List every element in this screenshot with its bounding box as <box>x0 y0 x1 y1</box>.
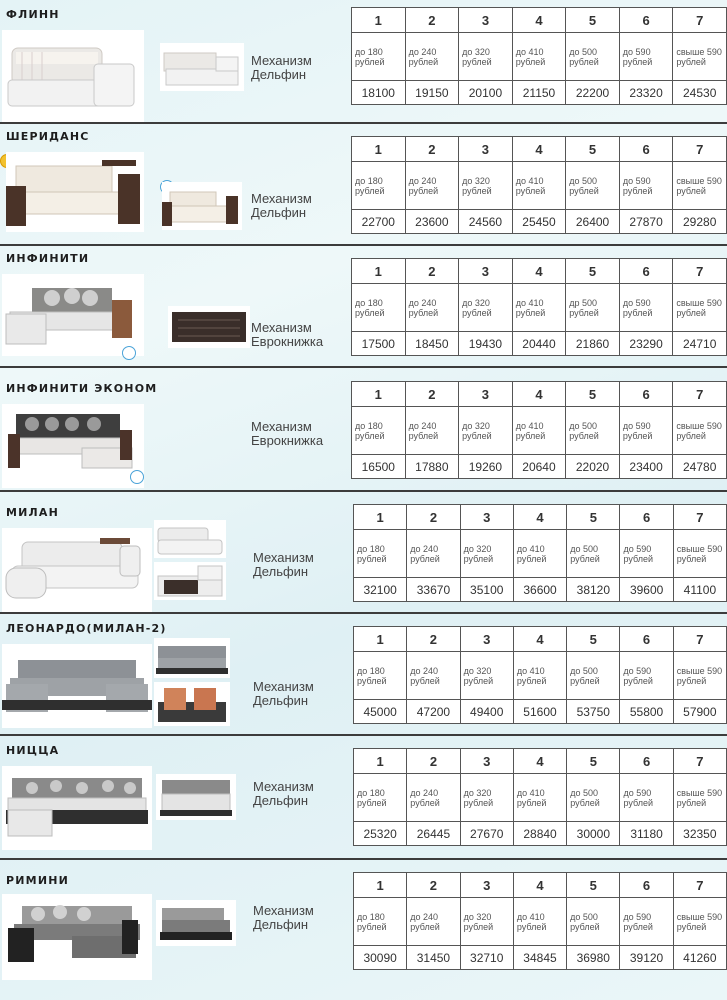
sofa-photo <box>2 274 144 356</box>
range-cell: до 410 рублей <box>512 284 566 332</box>
range-cell: до 590 рублей <box>620 652 673 700</box>
column-header: 3 <box>459 259 513 284</box>
range-cell: до 410 рублей <box>513 652 566 700</box>
column-header: 6 <box>620 505 673 530</box>
column-header: 1 <box>352 137 406 162</box>
product-section-infiniti <box>0 246 727 366</box>
column-header: 4 <box>513 749 566 774</box>
sofa-mechanism-photo <box>156 900 236 946</box>
range-cell: до 410 рублей <box>512 407 566 455</box>
column-header: 5 <box>567 505 620 530</box>
range-cell: свыше 590 рублей <box>673 774 726 822</box>
column-header: 5 <box>566 259 620 284</box>
range-cell: до 180 рублей <box>354 530 407 578</box>
price-cell: 22020 <box>566 455 620 479</box>
mechanism-word: Механизм <box>253 779 314 794</box>
column-header: 1 <box>354 873 407 898</box>
mechanism-label <box>251 192 312 220</box>
range-cell: до 410 рублей <box>512 162 566 210</box>
product-title: ИНФИНИТИ ЭКОНОМ <box>6 382 158 395</box>
price-cell: 20100 <box>459 81 513 105</box>
price-table <box>353 504 727 602</box>
price-cell: 18450 <box>405 332 459 356</box>
price-cell: 21150 <box>512 81 565 105</box>
range-cell: до 320 рублей <box>459 284 513 332</box>
price-cell: 22700 <box>352 210 406 234</box>
mechanism-word: Механизм <box>253 550 314 565</box>
sofa-mechanism-photo <box>154 638 230 678</box>
price-cell: 19260 <box>459 455 513 479</box>
price-cell: 41100 <box>673 578 726 602</box>
range-cell: до 500 рублей <box>567 898 620 946</box>
price-cell: 23290 <box>619 332 673 356</box>
price-cell: 21860 <box>566 332 620 356</box>
mechanism-label <box>251 420 323 448</box>
range-cell: до 590 рублей <box>619 284 673 332</box>
range-cell: свыше 590 рублей <box>673 530 726 578</box>
column-header: 5 <box>566 382 620 407</box>
price-cell: 17500 <box>352 332 406 356</box>
price-cell: 32710 <box>460 946 513 970</box>
mechanism-word: Механизм <box>253 679 314 694</box>
column-header: 1 <box>354 505 407 530</box>
price-cell: 17880 <box>405 455 459 479</box>
price-cell: 24530 <box>673 81 727 105</box>
column-header: 2 <box>407 873 460 898</box>
price-table <box>353 872 727 970</box>
range-cell: до 590 рублей <box>620 774 673 822</box>
column-header: 2 <box>407 505 460 530</box>
range-cell: до 240 рублей <box>407 652 460 700</box>
range-cell: свыше 590 рублей <box>673 33 727 81</box>
range-cell: до 410 рублей <box>512 33 565 81</box>
range-cell: до 320 рублей <box>459 33 513 81</box>
column-header: 1 <box>354 627 407 652</box>
column-header: 2 <box>405 137 459 162</box>
product-title: НИЦЦА <box>6 744 60 757</box>
column-header: 5 <box>567 749 620 774</box>
price-cell: 30090 <box>354 946 407 970</box>
product-section-sheridans <box>0 124 727 244</box>
mechanism-label <box>253 680 314 708</box>
mechanism-label <box>253 904 314 932</box>
price-cell: 31180 <box>620 822 673 846</box>
mechanism-label <box>251 54 312 82</box>
price-cell: 57900 <box>673 700 726 724</box>
sofa-mechanism-photo <box>168 306 250 348</box>
range-cell: до 180 рублей <box>354 774 407 822</box>
range-cell: до 590 рублей <box>619 33 673 81</box>
sofa-photo <box>2 644 152 728</box>
price-cell: 28840 <box>513 822 566 846</box>
column-header: 3 <box>459 382 513 407</box>
column-header: 7 <box>673 873 726 898</box>
range-cell: до 320 рублей <box>460 530 513 578</box>
price-cell: 16500 <box>352 455 406 479</box>
range-cell: до 590 рублей <box>620 530 673 578</box>
column-header: 3 <box>460 873 513 898</box>
range-cell: до 500 рублей <box>566 407 620 455</box>
column-header: 3 <box>460 749 513 774</box>
price-table <box>353 748 727 846</box>
column-header: 1 <box>354 749 407 774</box>
price-cell: 39120 <box>620 946 673 970</box>
sofa-mechanism-photo <box>160 43 244 91</box>
range-cell: свыше 590 рублей <box>673 162 727 210</box>
column-header: 2 <box>405 8 459 33</box>
column-header: 2 <box>407 749 460 774</box>
price-cell: 18100 <box>352 81 406 105</box>
price-cell: 34845 <box>513 946 566 970</box>
range-cell: до 180 рублей <box>352 284 406 332</box>
range-cell: до 240 рублей <box>405 33 459 81</box>
price-cell: 55800 <box>620 700 673 724</box>
range-cell: до 500 рублей <box>567 774 620 822</box>
column-header: 6 <box>619 259 673 284</box>
mechanism-word: Механизм <box>251 53 312 68</box>
price-cell: 45000 <box>354 700 407 724</box>
sofa-photo <box>2 894 152 980</box>
price-cell: 24710 <box>673 332 727 356</box>
price-cell: 26445 <box>407 822 460 846</box>
range-cell: до 240 рублей <box>407 898 460 946</box>
product-title: РИМИНИ <box>6 874 70 887</box>
column-header: 4 <box>512 137 566 162</box>
product-section-milan <box>0 492 727 612</box>
range-cell: до 410 рублей <box>513 898 566 946</box>
range-cell: до 320 рублей <box>460 898 513 946</box>
column-header: 4 <box>513 873 566 898</box>
price-cell: 36600 <box>513 578 566 602</box>
column-header: 3 <box>459 137 513 162</box>
price-cell: 27670 <box>460 822 513 846</box>
price-cell: 24780 <box>673 455 727 479</box>
column-header: 7 <box>673 137 727 162</box>
sofa-photo <box>2 30 144 122</box>
range-cell: до 590 рублей <box>619 407 673 455</box>
range-cell: до 320 рублей <box>460 652 513 700</box>
mechanism-type: Дельфин <box>253 793 309 808</box>
column-header: 4 <box>513 627 566 652</box>
range-cell: до 240 рублей <box>405 284 459 332</box>
price-cell: 19150 <box>405 81 459 105</box>
price-cell: 39600 <box>620 578 673 602</box>
price-cell: 38120 <box>567 578 620 602</box>
range-cell: др 500 рублей <box>566 284 620 332</box>
price-cell: 19430 <box>459 332 513 356</box>
mechanism-word: Механизм <box>251 320 312 335</box>
column-header: 7 <box>673 627 726 652</box>
price-cell: 36980 <box>567 946 620 970</box>
column-header: 6 <box>619 137 673 162</box>
price-cell: 22200 <box>566 81 620 105</box>
range-cell: до 180 рублей <box>352 162 406 210</box>
range-cell: до 410 рублей <box>513 530 566 578</box>
mechanism-label <box>253 551 314 579</box>
price-cell: 32350 <box>673 822 726 846</box>
range-cell: до 240 рублей <box>405 162 459 210</box>
mechanism-type: Дельфин <box>253 917 309 932</box>
column-header: 7 <box>673 505 726 530</box>
range-cell: до 500 рублей <box>566 33 620 81</box>
column-header: 4 <box>512 8 565 33</box>
eco-badge-icon <box>122 346 136 360</box>
range-cell: до 180 рублей <box>352 33 406 81</box>
price-cell: 23600 <box>405 210 459 234</box>
column-header: 6 <box>619 8 673 33</box>
column-header: 2 <box>405 382 459 407</box>
range-cell: до 500 рублей <box>567 652 620 700</box>
range-cell: до 500 рублей <box>566 162 620 210</box>
price-cell: 35100 <box>460 578 513 602</box>
range-cell: до 320 рублей <box>459 407 513 455</box>
sofa-photo <box>2 528 152 612</box>
product-title: ИНФИНИТИ <box>6 252 90 265</box>
column-header: 3 <box>460 505 513 530</box>
eco-badge-icon <box>130 470 144 484</box>
range-cell: до 590 рублей <box>619 162 673 210</box>
column-header: 1 <box>352 8 406 33</box>
column-header: 4 <box>512 382 566 407</box>
product-title: ЛЕОНАРДО(МИЛАН-2) <box>6 622 167 635</box>
column-header: 5 <box>567 627 620 652</box>
range-cell: до 320 рублей <box>460 774 513 822</box>
column-header: 6 <box>620 873 673 898</box>
column-header: 4 <box>513 505 566 530</box>
sofa-photo <box>6 152 144 232</box>
price-cell: 23400 <box>619 455 673 479</box>
price-cell: 30000 <box>567 822 620 846</box>
range-cell: до 180 рублей <box>352 407 406 455</box>
sofa-mechanism-photo <box>156 774 236 820</box>
mechanism-type: Дельфин <box>251 67 307 82</box>
column-header: 2 <box>405 259 459 284</box>
mechanism-type: Еврокнижка <box>251 334 324 349</box>
product-section-leonardo <box>0 614 727 734</box>
column-header: 6 <box>620 627 673 652</box>
column-header: 6 <box>620 749 673 774</box>
price-cell: 24560 <box>459 210 513 234</box>
mechanism-word: Механизм <box>251 191 312 206</box>
price-table <box>353 626 727 724</box>
price-cell: 51600 <box>513 700 566 724</box>
product-title: МИЛАН <box>6 506 60 519</box>
mechanism-word: Механизм <box>251 419 312 434</box>
sofa-mechanism-photo <box>162 182 242 230</box>
sofa-photo <box>2 766 152 850</box>
price-cell: 49400 <box>460 700 513 724</box>
range-cell: до 180 рублей <box>354 652 407 700</box>
range-cell: до 240 рублей <box>407 774 460 822</box>
range-cell: свыше 590 рублей <box>673 407 727 455</box>
price-cell: 26400 <box>566 210 620 234</box>
sofa-storage-photo <box>154 682 230 726</box>
price-cell: 23320 <box>619 81 673 105</box>
price-cell: 25450 <box>512 210 566 234</box>
price-cell: 53750 <box>567 700 620 724</box>
range-cell: до 320 рублей <box>459 162 513 210</box>
sofa-storage-photo <box>154 562 226 600</box>
product-title: ФЛИНН <box>6 8 60 21</box>
range-cell: до 590 рублей <box>620 898 673 946</box>
column-header: 7 <box>673 749 726 774</box>
column-header: 1 <box>352 259 406 284</box>
range-cell: свыше 590 рублей <box>673 284 727 332</box>
price-cell: 47200 <box>407 700 460 724</box>
price-cell: 20440 <box>512 332 566 356</box>
price-table <box>351 381 727 479</box>
column-header: 5 <box>567 873 620 898</box>
mechanism-word: Механизм <box>253 903 314 918</box>
column-header: 2 <box>407 627 460 652</box>
product-section-rimini <box>0 860 727 1000</box>
price-table <box>351 136 727 234</box>
price-cell: 29280 <box>673 210 727 234</box>
mechanism-label <box>253 780 314 808</box>
price-cell: 32100 <box>354 578 407 602</box>
product-section-infiniti-ekonom <box>0 368 727 490</box>
price-table <box>351 7 727 105</box>
range-cell: до 410 рублей <box>513 774 566 822</box>
column-header: 7 <box>673 382 727 407</box>
product-section-nitstsa <box>0 736 727 858</box>
range-cell: до 180 рублей <box>354 898 407 946</box>
price-cell: 31450 <box>407 946 460 970</box>
range-cell: до 240 рублей <box>407 530 460 578</box>
sofa-mechanism-photo <box>154 520 226 558</box>
range-cell: до 500 рублей <box>567 530 620 578</box>
sofa-photo <box>2 404 144 488</box>
column-header: 1 <box>352 382 406 407</box>
price-table <box>351 258 727 356</box>
mechanism-type: Дельфин <box>251 205 307 220</box>
mechanism-type: Дельфин <box>253 693 309 708</box>
price-cell: 27870 <box>619 210 673 234</box>
mechanism-label <box>251 321 323 349</box>
range-cell: свыше 590 рублей <box>673 898 726 946</box>
column-header: 3 <box>460 627 513 652</box>
mechanism-type: Еврокнижка <box>251 433 324 448</box>
price-cell: 20640 <box>512 455 566 479</box>
product-title: ШЕРИДАНС <box>6 130 90 143</box>
column-header: 5 <box>566 137 620 162</box>
column-header: 4 <box>512 259 566 284</box>
column-header: 3 <box>459 8 513 33</box>
column-header: 5 <box>566 8 620 33</box>
column-header: 7 <box>673 259 727 284</box>
range-cell: до 240 рублей <box>405 407 459 455</box>
mechanism-type: Дельфин <box>253 564 309 579</box>
price-cell: 33670 <box>407 578 460 602</box>
column-header: 6 <box>619 382 673 407</box>
column-header: 7 <box>673 8 727 33</box>
price-cell: 41260 <box>673 946 726 970</box>
product-section-flinn <box>0 0 727 122</box>
range-cell: свыше 590 рублей <box>673 652 726 700</box>
price-cell: 25320 <box>354 822 407 846</box>
